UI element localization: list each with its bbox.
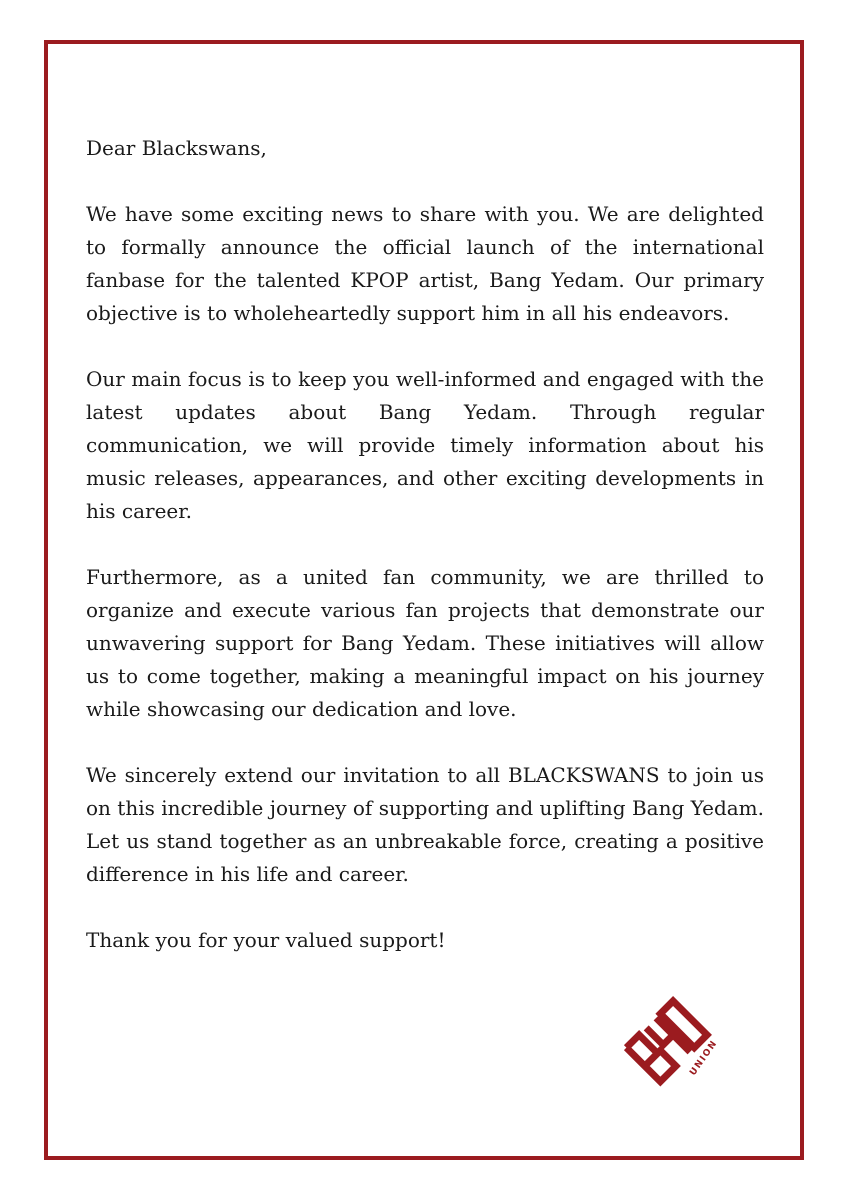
paragraph-3: Furthermore, as a united fan community, we are thrilled to organize and execute various fan projects that demonstrate our unwavering support for Bang Yedam. These initiatives will allow us to come together, making a meaningful impact on his journey while showcasing our dedication and love.	[86, 565, 764, 721]
paragraph-1: We have some exciting news to share with you. We are delighted to formally announce the official launch of the international fanbase for the talented KPOP artist, Bang Yedam. Our primary objective is to wholeheartedly support him in all his endeavors.	[86, 202, 764, 325]
closing-line: Thank you for your valued support!	[86, 928, 446, 952]
logo-wordmark: UNION	[688, 1038, 720, 1078]
letter-body	[86, 132, 764, 957]
salutation: Dear Blackswans,	[86, 136, 267, 160]
paragraph-2: Our main focus is to keep you well-informed and engaged with the latest updates about Bang Yedam. Through regular communication, we will provide timely information about his music releases, appearances, and other exciting developments in his career.	[86, 367, 764, 523]
paragraph-4: We sincerely extend our invitation to all BLACKSWANS to join us on this incredible journey of supporting and uplifting Bang Yedam. Let us stand together as an unbreakable force, creating a positive difference in his life and career.	[86, 763, 764, 886]
bangyedam-union-logo-icon	[620, 996, 720, 1088]
